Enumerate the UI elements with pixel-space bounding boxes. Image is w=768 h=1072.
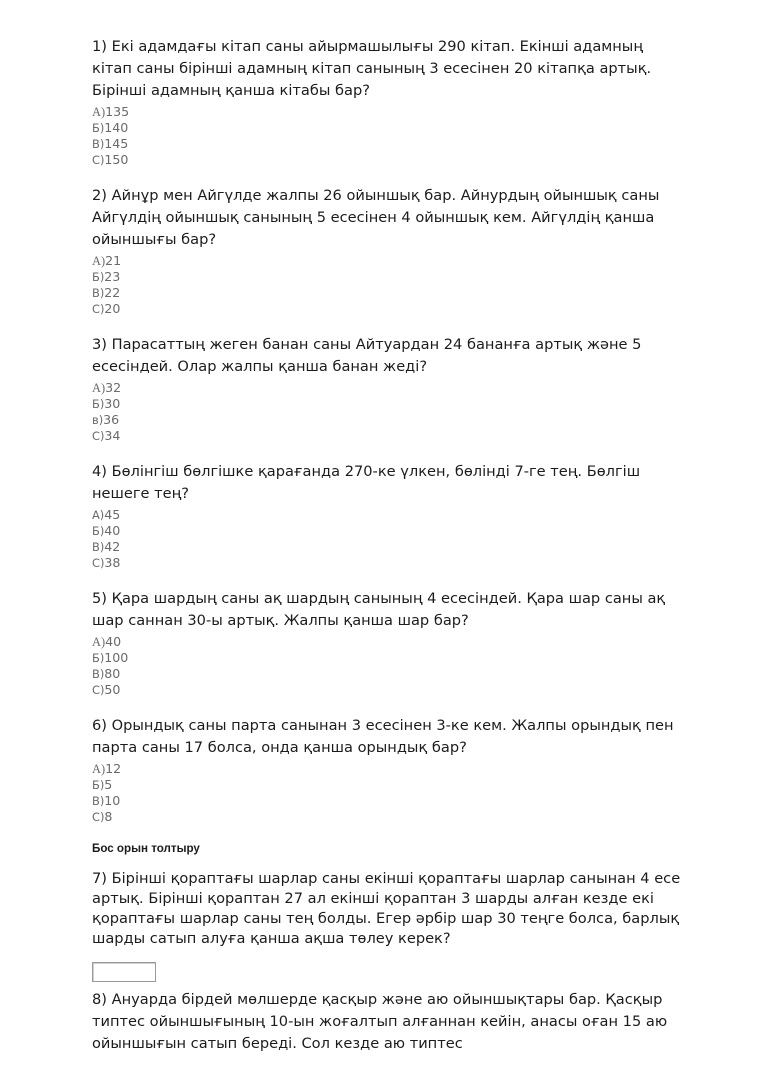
question-text: 1) Екі адамдағы кітап саны айырмашылығы 290 кітап. Екінші адамның кітап саны бірінші адамның кітап санының 3 есесінен 20 кітапқа артық. Бірінші адамның қанша кітабы бар?: [92, 38, 652, 99]
option-letter: в): [92, 413, 104, 427]
option-b[interactable]: [92, 120, 686, 136]
option-a[interactable]: [92, 507, 686, 523]
option-letter: С): [92, 302, 105, 316]
option-letter: Б): [92, 778, 105, 792]
answer-options: [92, 253, 686, 317]
option-a[interactable]: [92, 253, 686, 269]
option-letter: В): [92, 137, 105, 151]
option-letter: С): [92, 683, 105, 697]
option-value: 12: [105, 761, 122, 776]
option-d[interactable]: [92, 428, 686, 444]
section-title: Бос орын толтыру: [92, 842, 200, 855]
option-d[interactable]: [92, 809, 686, 825]
option-value: 45: [104, 507, 121, 522]
option-value: 21: [105, 253, 122, 268]
question-text: 3) Парасаттың жеген банан саны Айтуардан 24 бананға артық және 5 есесіндей. Олар жалпы қанша банан жеді?: [92, 336, 642, 375]
option-letter: Б): [92, 397, 105, 411]
question-text: 5) Қара шардың саны ақ шардың санының 4 есесіндей. Қара шар саны ақ шар саннан 30-ы артық. Жалпы қанша шар бар?: [92, 590, 666, 629]
option-c[interactable]: [92, 666, 686, 682]
option-value: 22: [104, 285, 121, 300]
option-c[interactable]: [92, 412, 686, 428]
option-letter: В): [92, 794, 105, 808]
option-value: 23: [104, 269, 121, 284]
option-d[interactable]: [92, 682, 686, 698]
question-5: [92, 588, 686, 698]
option-value: 100: [104, 650, 129, 665]
option-letter: Б): [92, 270, 105, 284]
option-c[interactable]: [92, 539, 686, 555]
answer-options: [92, 104, 686, 168]
option-letter: В): [92, 667, 105, 681]
answer-options: [92, 507, 686, 571]
option-letter: А): [92, 635, 106, 649]
option-value: 40: [105, 634, 122, 649]
option-value: 50: [104, 682, 121, 697]
option-d[interactable]: [92, 555, 686, 571]
option-letter: С): [92, 810, 105, 824]
answer-options: [92, 634, 686, 698]
option-value: 80: [104, 666, 121, 681]
option-letter: А): [92, 381, 106, 395]
answer-options: [92, 761, 686, 825]
question-text: 4) Бөлінгіш бөлгішке қарағанда 270-ке үлкен, бөлінді 7-ге тең. Бөлгіш нешеге тең?: [92, 463, 641, 502]
option-b[interactable]: [92, 777, 686, 793]
answer-options: [92, 380, 686, 444]
option-value: 40: [104, 523, 121, 538]
option-value: 8: [104, 809, 113, 824]
option-value: 30: [104, 396, 121, 411]
option-a[interactable]: [92, 761, 686, 777]
option-value: 34: [104, 428, 121, 443]
option-letter: А): [92, 254, 106, 268]
option-letter: С): [92, 556, 105, 570]
option-d[interactable]: [92, 301, 686, 317]
option-value: 36: [103, 412, 120, 427]
option-b[interactable]: [92, 396, 686, 412]
option-value: 5: [104, 777, 113, 792]
option-value: 38: [104, 555, 121, 570]
answer-input[interactable]: [92, 962, 156, 982]
option-a[interactable]: [92, 104, 686, 120]
option-value: 10: [104, 793, 121, 808]
question-text: 2) Айнұр мен Айгүлде жалпы 26 ойыншық бар. Айнурдың ойыншық саны Айгүлдің ойыншық санының 5 есесінен 4 ойыншық кем. Айгүлдің қанша ойыншығы бар?: [92, 187, 660, 248]
option-value: 145: [104, 136, 129, 151]
question-4: [92, 461, 686, 571]
option-value: 20: [104, 301, 121, 316]
option-letter: А): [92, 105, 106, 119]
option-letter: В): [92, 540, 105, 554]
option-letter: А): [92, 508, 105, 522]
option-c[interactable]: [92, 793, 686, 809]
option-letter: С): [92, 429, 105, 443]
option-letter: Б): [92, 121, 105, 135]
option-letter: А): [92, 762, 106, 776]
option-d[interactable]: [92, 152, 686, 168]
question-7: [92, 869, 686, 982]
option-b[interactable]: [92, 269, 686, 285]
option-c[interactable]: [92, 136, 686, 152]
option-letter: В): [92, 286, 105, 300]
question-3: [92, 334, 686, 444]
option-c[interactable]: [92, 285, 686, 301]
option-value: 140: [104, 120, 129, 135]
option-value: 135: [105, 104, 130, 119]
quiz-page: [92, 36, 686, 1072]
option-letter: С): [92, 153, 105, 167]
option-letter: Б): [92, 651, 105, 665]
question-text: 7) Бірінші қораптағы шарлар саны екінші қораптағы шарлар санынан 4 есе артық. Бірінші қораптан 27 ал екінші қораптан 3 шарды алған кезде екі қораптағы шарлар саны тең болды. Егер әрбір шар 30 теңге болса, барлық шарды сатып алуға қанша ақша төлеу керек?: [92, 870, 681, 947]
question-2: [92, 185, 686, 317]
option-letter: Б): [92, 524, 105, 538]
option-a[interactable]: [92, 380, 686, 396]
question-text: 6) Орындық саны парта санынан 3 есесінен 3-ке кем. Жалпы орындық пен парта саны 17 болса, онда қанша орындық бар?: [92, 717, 674, 756]
question-8: [92, 989, 686, 1055]
option-b[interactable]: [92, 650, 686, 666]
question-1: [92, 36, 686, 168]
question-6: [92, 715, 686, 825]
question-text: 8) Ануарда бірдей мөлшерде қасқыр және аю ойыншықтары бар. Қасқыр типтес ойыншығының 10-ын жоғалтып алғаннан кейін, анасы оған 15 аю ойыншығын сатып береді. Сол кезде аю типтес: [92, 991, 668, 1052]
option-a[interactable]: [92, 634, 686, 650]
option-value: 42: [104, 539, 121, 554]
option-b[interactable]: [92, 523, 686, 539]
option-value: 150: [104, 152, 129, 167]
option-value: 32: [105, 380, 122, 395]
